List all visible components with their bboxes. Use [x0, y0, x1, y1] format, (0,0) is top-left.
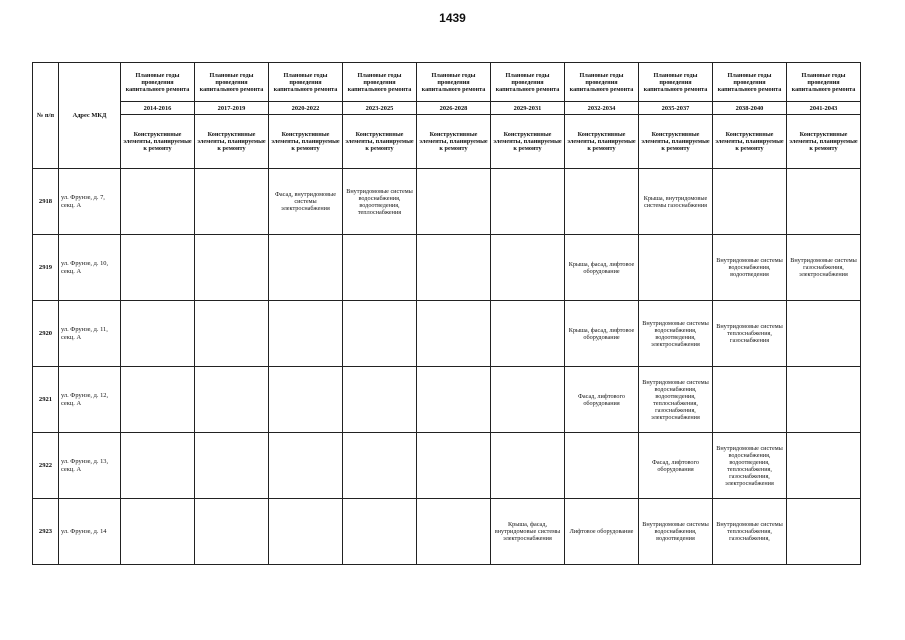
table-cell: [343, 499, 417, 565]
row-number: 2918: [33, 169, 59, 235]
header-row-elements: [33, 115, 861, 169]
table-cell: [787, 433, 861, 499]
table-cell: Внутридомовые системы теплоснабжения, газоснабжения,: [713, 499, 787, 565]
table-cell: Фасад, лифтового оборудования: [639, 433, 713, 499]
table-cell: [713, 169, 787, 235]
period-years: 2014-2016: [121, 102, 195, 115]
table-row: [33, 433, 861, 499]
table-cell: [491, 235, 565, 301]
table-cell: [343, 235, 417, 301]
table-cell: Фасад, лифтового оборудования: [565, 367, 639, 433]
table-header: [33, 63, 861, 169]
row-number: 2921: [33, 367, 59, 433]
table-cell: [269, 499, 343, 565]
table-cell: Крыша, фасад, лифтовое оборудование: [565, 235, 639, 301]
period-years: 2032-2034: [565, 102, 639, 115]
period-title: Плановые годы проведения капитального ремонта: [565, 63, 639, 102]
table-cell: [491, 169, 565, 235]
table-cell: Крыша, внутридомовые системы газоснабжения: [639, 169, 713, 235]
period-title: Плановые годы проведения капитального ремонта: [787, 63, 861, 102]
table-cell: [121, 499, 195, 565]
table-cell: [195, 235, 269, 301]
table-cell: [269, 433, 343, 499]
table-cell: [269, 235, 343, 301]
period-elements: Конструктивные элементы, планируемые к ремонту: [343, 115, 417, 169]
period-elements: Конструктивные элементы, планируемые к ремонту: [195, 115, 269, 169]
period-elements: Конструктивные элементы, планируемые к ремонту: [417, 115, 491, 169]
table-cell: [787, 499, 861, 565]
table-cell: [195, 499, 269, 565]
table-cell: Фасад, внутридомовые системы электроснабжения: [269, 169, 343, 235]
table-cell: [195, 433, 269, 499]
row-address: ул. Фрунзе, д. 11, секц. А: [59, 301, 121, 367]
row-number: 2922: [33, 433, 59, 499]
capital-repair-table: [32, 62, 861, 565]
row-number: 2923: [33, 499, 59, 565]
period-elements: Конструктивные элементы, планируемые к ремонту: [491, 115, 565, 169]
period-title: Плановые годы проведения капитального ремонта: [639, 63, 713, 102]
period-title: Плановые годы проведения капитального ремонта: [269, 63, 343, 102]
table-cell: Внутридомовые системы теплоснабжения, газоснабжения: [713, 301, 787, 367]
table-row: [33, 235, 861, 301]
table-cell: [121, 301, 195, 367]
period-elements: Конструктивные элементы, планируемые к ремонту: [787, 115, 861, 169]
table-cell: Внутридомовые системы водоснабжения, водоотведения, теплоснабжения, газоснабжения, электроснабжения: [639, 367, 713, 433]
row-address: ул. Фрунзе, д. 13, секц. А: [59, 433, 121, 499]
address-column-header: Адрес МКД: [59, 63, 121, 169]
table-cell: [417, 235, 491, 301]
table-cell: [417, 367, 491, 433]
period-title: Плановые годы проведения капитального ремонта: [343, 63, 417, 102]
period-years: 2020-2022: [269, 102, 343, 115]
period-title: Плановые годы проведения капитального ремонта: [195, 63, 269, 102]
period-years: 2023-2025: [343, 102, 417, 115]
table-cell: [343, 367, 417, 433]
table-cell: [195, 301, 269, 367]
table-cell: [417, 301, 491, 367]
period-title: Плановые годы проведения капитального ремонта: [417, 63, 491, 102]
period-elements: Конструктивные элементы, планируемые к ремонту: [269, 115, 343, 169]
period-years: 2017-2019: [195, 102, 269, 115]
table-cell: [343, 433, 417, 499]
table-cell: [269, 301, 343, 367]
table-cell: [121, 169, 195, 235]
table-cell: [787, 169, 861, 235]
table-cell: [121, 433, 195, 499]
row-address: ул. Фрунзе, д. 10, секц. А: [59, 235, 121, 301]
row-address: ул. Фрунзе, д. 14: [59, 499, 121, 565]
period-title: Плановые годы проведения капитального ремонта: [713, 63, 787, 102]
table-body: [33, 169, 861, 565]
table-cell: [269, 367, 343, 433]
table-cell: Внутридомовые системы водоснабжения, водоотведения, электроснабжения: [639, 301, 713, 367]
page-number: 1439: [439, 11, 466, 25]
table-cell: [565, 169, 639, 235]
table-cell: Крыша, фасад, лифтовое оборудование: [565, 301, 639, 367]
number-column-header: № п/п: [33, 63, 59, 169]
table-cell: [787, 301, 861, 367]
table-cell: [343, 301, 417, 367]
table-cell: [565, 433, 639, 499]
table-cell: Внутридомовые системы водоснабжения, водоотведения, теплоснабжения, газоснабжения, электроснабжения: [713, 433, 787, 499]
period-title: Плановые годы проведения капитального ремонта: [491, 63, 565, 102]
table-cell: Внутридомовые системы водоснабжения, водоотведения: [713, 235, 787, 301]
table-cell: [121, 235, 195, 301]
period-title: Плановые годы проведения капитального ремонта: [121, 63, 195, 102]
row-number: 2920: [33, 301, 59, 367]
period-years: 2026-2028: [417, 102, 491, 115]
table-cell: [417, 169, 491, 235]
table-cell: [195, 169, 269, 235]
table-cell: [491, 433, 565, 499]
period-years: 2041-2043: [787, 102, 861, 115]
header-row-titles: [33, 63, 861, 102]
table-row: [33, 367, 861, 433]
table-cell: [787, 367, 861, 433]
table-row: [33, 169, 861, 235]
table-row: [33, 301, 861, 367]
table-cell: Внутридомовые системы газоснабжения, электроснабжения: [787, 235, 861, 301]
period-elements: Конструктивные элементы, планируемые к ремонту: [565, 115, 639, 169]
table-row: [33, 499, 861, 565]
table-cell: Внутридомовые системы водоснабжения, водоотведения, теплоснабжения: [343, 169, 417, 235]
table-cell: Лифтовое оборудование: [565, 499, 639, 565]
table-cell: [491, 301, 565, 367]
period-years: 2029-2031: [491, 102, 565, 115]
row-address: ул. Фрунзе, д. 7, секц. А: [59, 169, 121, 235]
period-years: 2035-2037: [639, 102, 713, 115]
period-elements: Конструктивные элементы, планируемые к ремонту: [713, 115, 787, 169]
row-number: 2919: [33, 235, 59, 301]
table-cell: [417, 433, 491, 499]
table-cell: Внутридомовые системы водоснабжения, водоотведения: [639, 499, 713, 565]
table-cell: [639, 235, 713, 301]
header-row-years: [33, 102, 861, 115]
table-cell: Крыша, фасад, внутридомовые системы электроснабжения: [491, 499, 565, 565]
table-cell: [491, 367, 565, 433]
table-cell: [121, 367, 195, 433]
table-cell: [417, 499, 491, 565]
period-years: 2038-2040: [713, 102, 787, 115]
period-elements: Конструктивные элементы, планируемые к ремонту: [639, 115, 713, 169]
period-elements: Конструктивные элементы, планируемые к ремонту: [121, 115, 195, 169]
row-address: ул. Фрунзе, д. 12, секц. А: [59, 367, 121, 433]
table-cell: [195, 367, 269, 433]
table-cell: [713, 367, 787, 433]
